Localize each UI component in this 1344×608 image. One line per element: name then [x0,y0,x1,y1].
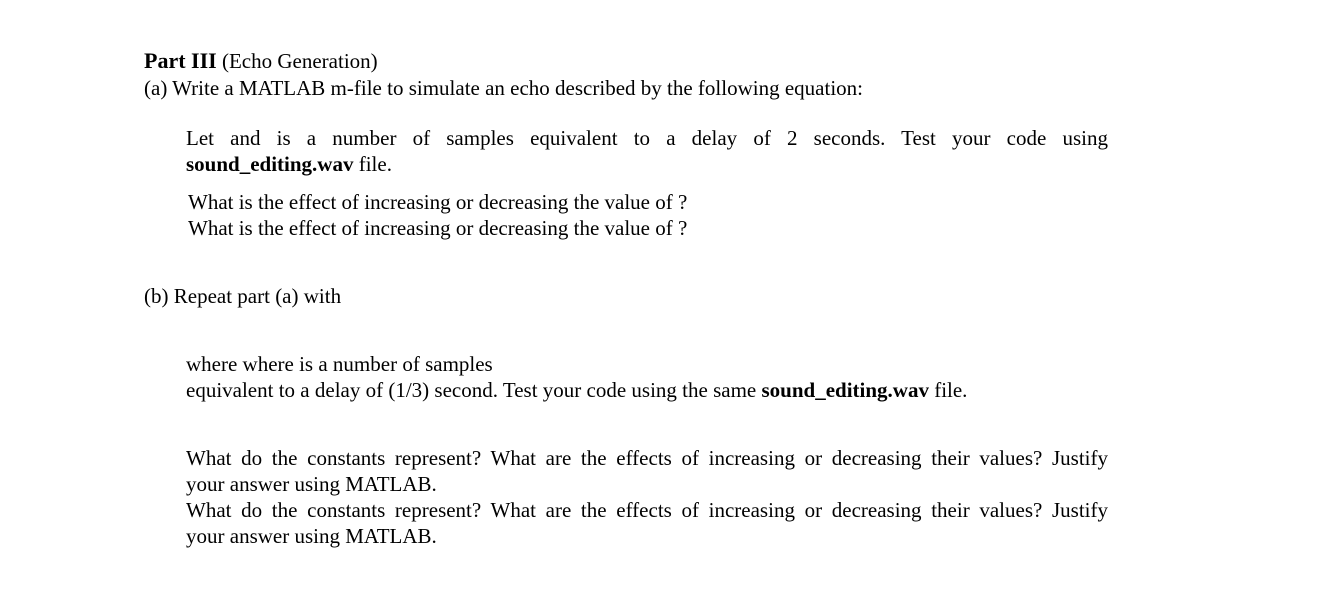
part-b-delay-line [186,377,967,403]
part-b-delay-prefix: equivalent to a delay of (1/3) second. Test your code using the same [186,378,762,402]
part-a-intro: (a) Write a MATLAB m-file to simulate an echo described by the following equation: [144,76,863,100]
part-b-question-1-line-1: What do the constants represent? What are the effects of increasing or decreasing their values? Justify [186,446,1108,470]
part-a-let-line: Let and is a number of samples equivalent to a delay of 2 seconds. Test your code using [186,126,1108,150]
part-title-bold: Part III [144,48,217,73]
part-a-question-2: What is the effect of increasing or decreasing the value of ? [188,216,688,240]
part-a-file-suffix: file. [353,152,392,176]
part-b-question-2-line-2: your answer using MATLAB. [186,524,437,548]
part-a-file-line [186,151,392,177]
part-b-question-2-line-1: What do the constants represent? What are the effects of increasing or decreasing their values? Justify [186,498,1108,522]
part-title-rest: (Echo Generation) [216,49,378,73]
part-b-file-suffix: file. [928,378,968,402]
part-b-question-1-line-2: your answer using MATLAB. [186,472,437,496]
part-b-file-name: sound_editing.wav [761,378,929,402]
part-title [144,48,378,74]
part-b-where-line: where where is a number of samples [186,352,493,376]
part-a-question-1: What is the effect of increasing or decreasing the value of ? [188,190,688,214]
part-b-intro: (b) Repeat part (a) with [144,284,342,308]
part-a-file-name: sound_editing.wav [186,152,354,176]
